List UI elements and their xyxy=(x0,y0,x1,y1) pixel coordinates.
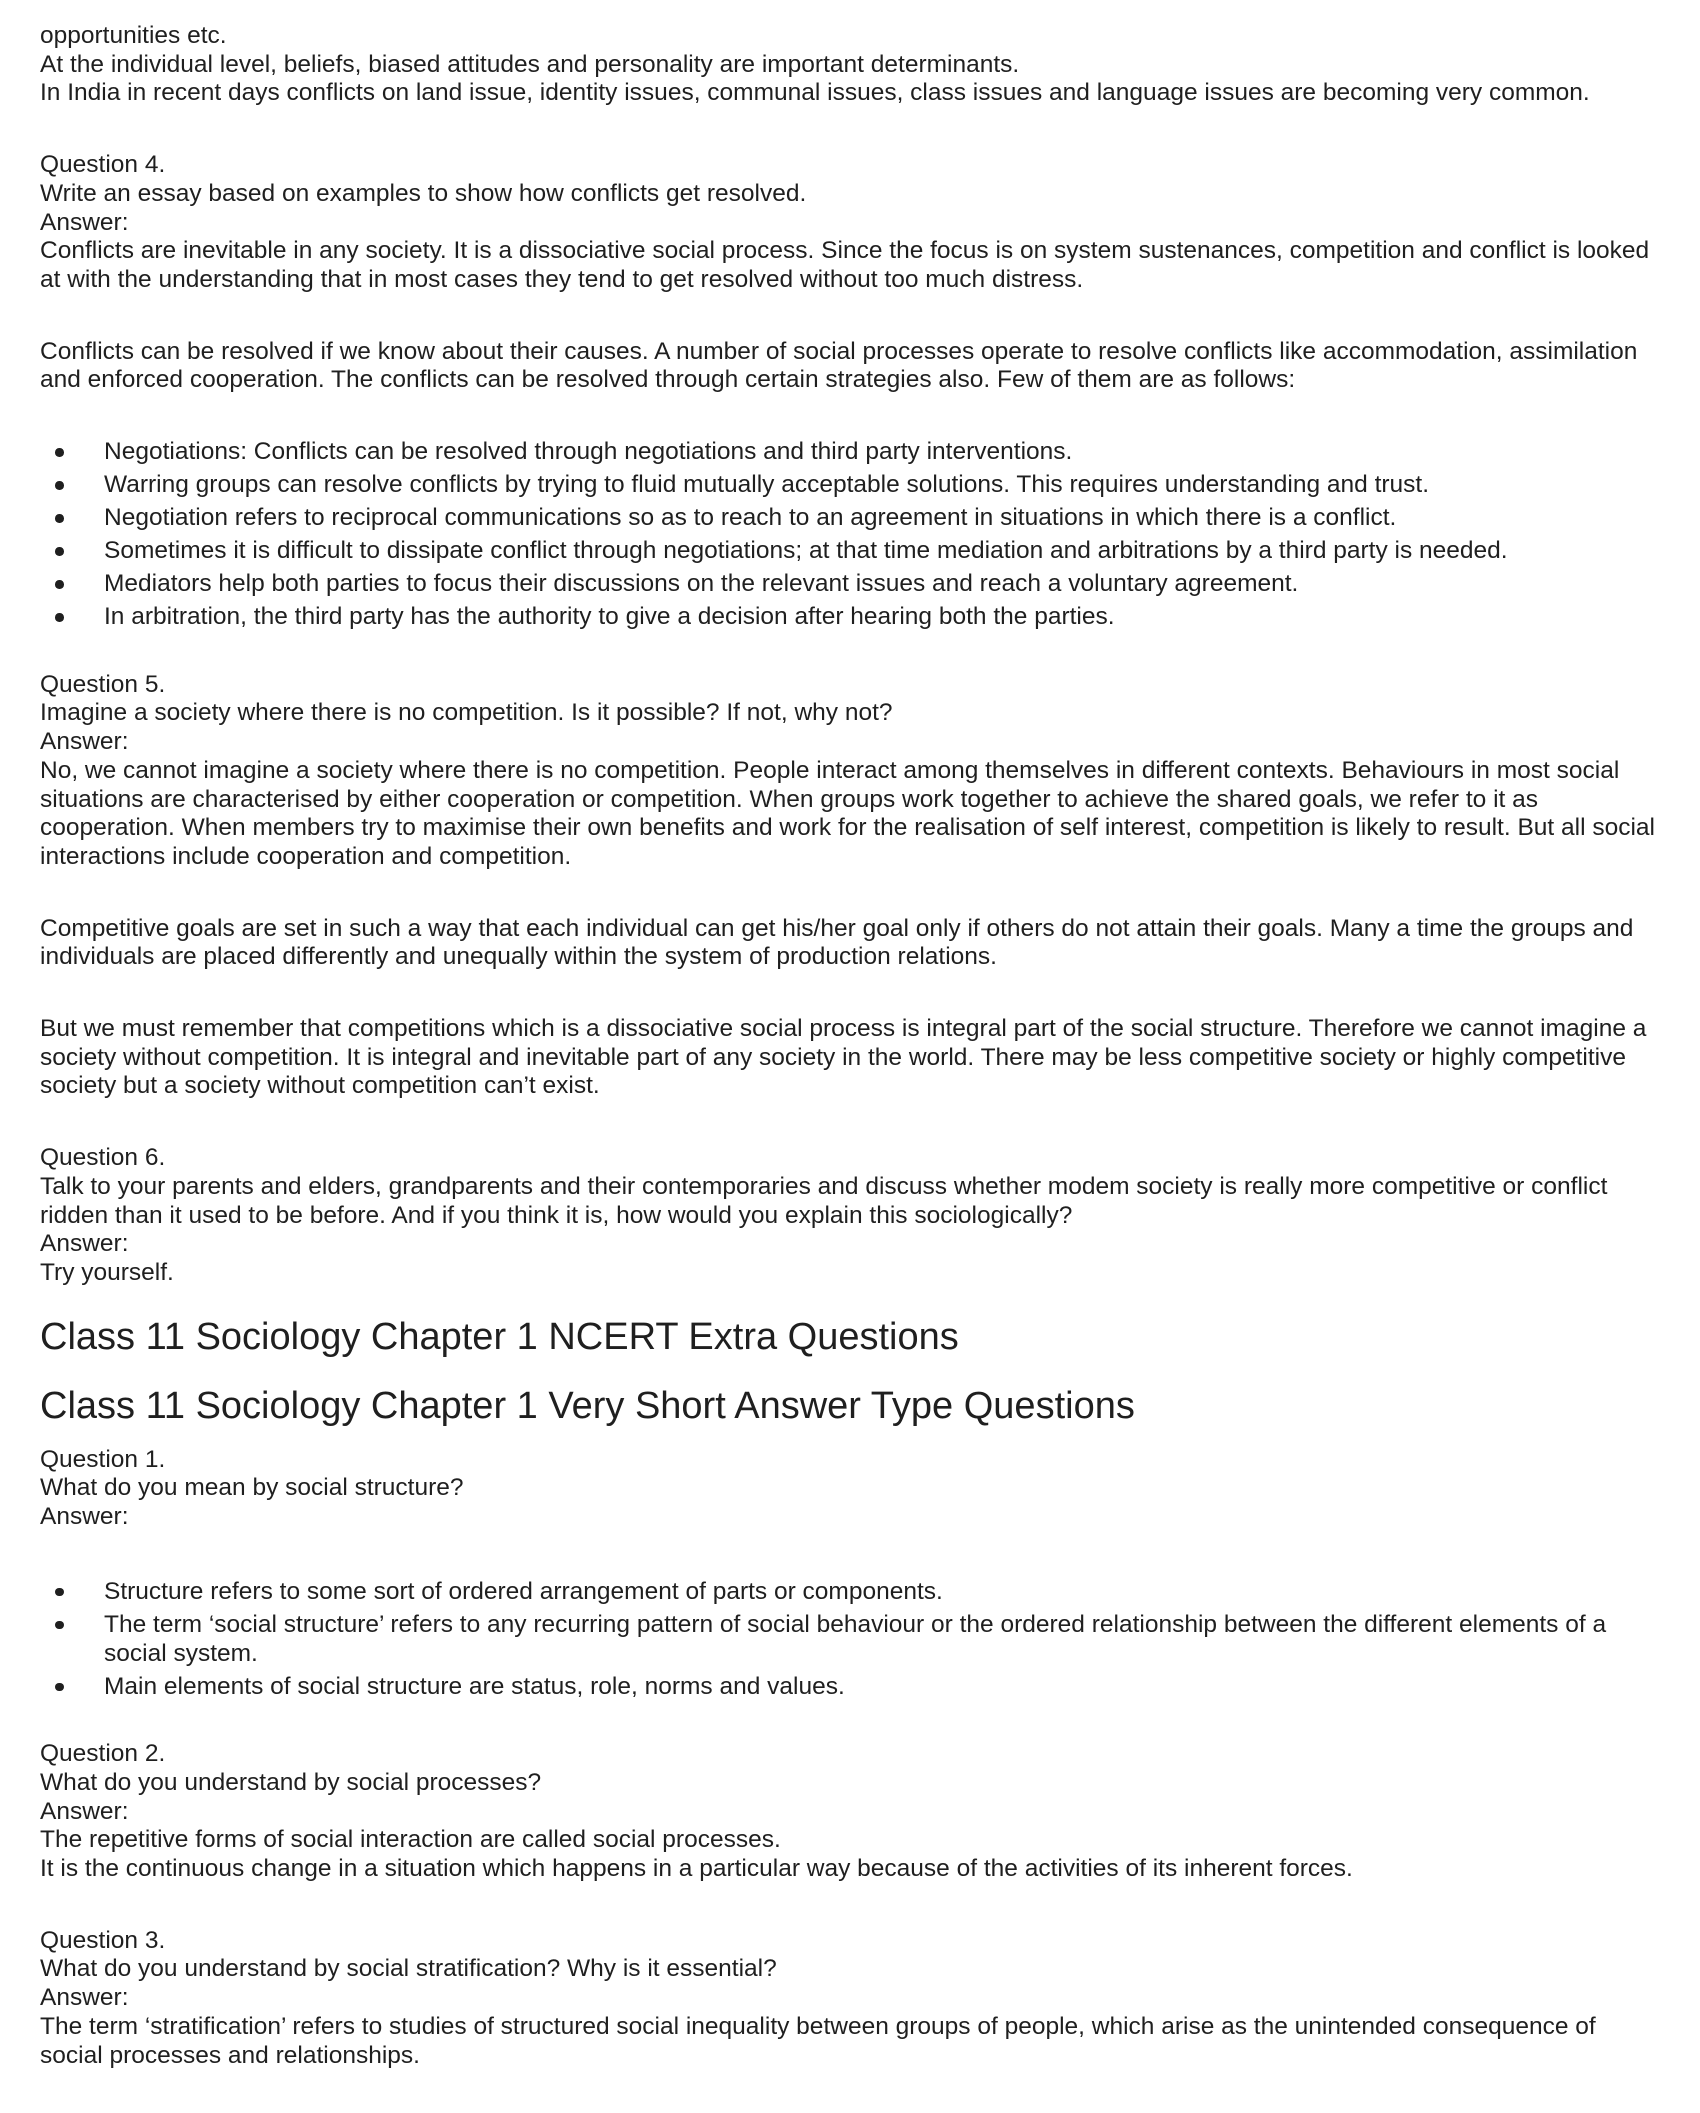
bullet-icon xyxy=(55,580,64,589)
question-text: Talk to your parents and elders, grandparents and their contemporaries and discuss whether modem society is really more competitive or conflict ridden than it used to be before. And if you think it is, how would you explain this sociologically? xyxy=(40,1172,1608,1229)
list-item-text: Sometimes it is difficult to dissipate conflict through negotiations; at that time mediation and arbitrations by a third party is needed. xyxy=(104,537,1508,565)
bullet-icon xyxy=(55,514,64,523)
q4-block xyxy=(40,151,1665,295)
answer-label: Answer: xyxy=(40,208,129,236)
list-item xyxy=(40,1578,1665,1607)
answer-paragraph: Conflicts can be resolved if we know about their causes. A number of social processes operate to resolve conflicts like accommodation, assimilation and enforced cooperation. The conflicts can be resolved through certain strategies also. Few of them are as follows: xyxy=(40,337,1638,394)
document-page xyxy=(40,22,1665,2113)
question-label: Question 3. xyxy=(40,1926,166,1954)
section-heading-very-short-answer: Class 11 Sociology Chapter 1 Very Short Answer Type Questions xyxy=(40,1384,1135,1427)
list-item-text: In arbitration, the third party has the authority to give a decision after hearing both the parties. xyxy=(104,603,1115,631)
list-item-text: Structure refers to some sort of ordered arrangement of parts or components. xyxy=(104,1577,943,1605)
list-item xyxy=(40,1673,1665,1702)
vsa-q1-answer-list xyxy=(40,1578,1665,1701)
list-item-text: Warring groups can resolve conflicts by trying to fluid mutually acceptable solutions. This requires understanding and trust. xyxy=(104,471,1430,499)
list-item-text: Mediators help both parties to focus their discussions on the relevant issues and reach a voluntary agreement. xyxy=(104,570,1299,598)
question-label: Question 6. xyxy=(40,1144,166,1172)
question-label: Question 1. xyxy=(40,1445,166,1473)
answer-text: Conflicts are inevitable in any society. It is a dissociative social process. Since the focus is on system sustenances, competition and conflict is looked at with the understanding that in most cases they tend to get resolved without too much distress. xyxy=(40,237,1650,293)
list-item-text: Main elements of social structure are status, role, norms and values. xyxy=(104,1672,845,1700)
answer-text: It is the continuous change in a situation which happens in a particular way because of the activities of its inherent forces. xyxy=(40,1855,1353,1883)
bullet-icon xyxy=(55,481,64,490)
q4-strategies-list xyxy=(40,438,1665,632)
list-item xyxy=(40,570,1665,599)
intro-line: At the individual level, beliefs, biased attitudes and personality are important determinants. xyxy=(40,50,1020,78)
answer-text: The repetitive forms of social interaction are called social processes. xyxy=(40,1826,781,1854)
q6-block xyxy=(40,1144,1665,1288)
question-label: Question 2. xyxy=(40,1740,166,1768)
answer-label: Answer: xyxy=(40,1797,129,1825)
list-item xyxy=(40,603,1665,632)
vsa-q3-block xyxy=(40,1927,1665,2071)
intro-paragraph xyxy=(40,22,1665,108)
intro-line: In India in recent days conflicts on land issue, identity issues, communal issues, class issues and language issues are becoming very common. xyxy=(40,79,1590,107)
answer-text: Try yourself. xyxy=(40,1258,174,1286)
vsa-q1-block xyxy=(40,1446,1665,1532)
section-heading-extra-questions: Class 11 Sociology Chapter 1 NCERT Extra Questions xyxy=(40,1315,959,1358)
q5-block xyxy=(40,671,1665,872)
intro-line: opportunities etc. xyxy=(40,22,227,49)
bullet-icon xyxy=(55,1683,64,1692)
answer-label: Answer: xyxy=(40,1230,129,1258)
list-item xyxy=(40,1611,1665,1668)
answer-text: The term ‘stratification’ refers to studies of structured social inequality between groups of people, which arise as the unintended consequence of social processes and relationships. xyxy=(40,2012,1596,2069)
bullet-icon xyxy=(55,448,64,457)
answer-paragraph: But we must remember that competitions which is a dissociative social process is integral part of the social structure. Therefore we cannot imagine a society without competition. It is integral and inevitable part of any society in the world. There may be less competitive society or highly competitive society but a society without competition can’t exist. xyxy=(40,1015,1647,1100)
question-text: What do you understand by social stratification? Why is it essential? xyxy=(40,1955,777,1983)
question-text: What do you understand by social processes? xyxy=(40,1768,542,1796)
vsa-q2-block xyxy=(40,1740,1665,1884)
bullet-icon xyxy=(55,547,64,556)
answer-text: No, we cannot imagine a society where there is no competition. People interact among themselves in different contexts. Behaviours in most social situations are characterised by either cooperation or competition. When groups work together to achieve the shared goals, we refer to it as cooperation. When members try to maximise their own benefits and work for the realisation of self interest, competition is likely to result. But all social interactions include cooperation and competition. xyxy=(40,756,1655,870)
answer-label: Answer: xyxy=(40,728,129,756)
list-item xyxy=(40,504,1665,533)
question-label: Question 4. xyxy=(40,151,166,179)
answer-label: Answer: xyxy=(40,1503,129,1531)
answer-label: Answer: xyxy=(40,1984,129,2012)
question-text: Write an essay based on examples to show how conflicts get resolved. xyxy=(40,179,807,207)
list-item-text: Negotiation refers to reciprocal communications so as to reach to an agreement in situations in which there is a conflict. xyxy=(104,504,1397,532)
bullet-icon xyxy=(55,1588,64,1597)
list-item xyxy=(40,438,1665,467)
list-item xyxy=(40,537,1665,566)
question-text: What do you mean by social structure? xyxy=(40,1474,464,1502)
answer-paragraph: Competitive goals are set in such a way that each individual can get his/her goal only if others do not attain their goals. Many a time the groups and individuals are placed differently and unequally within the system of production relations. xyxy=(40,914,1634,971)
bullet-icon xyxy=(55,1621,64,1630)
question-label: Question 5. xyxy=(40,670,166,698)
question-text: Imagine a society where there is no competition. Is it possible? If not, why not? xyxy=(40,699,893,727)
list-item-text: The term ‘social structure’ refers to any recurring pattern of social behaviour or the ordered relationship between the different elements of a social system. xyxy=(104,1610,1607,1667)
list-item-text: Negotiations: Conflicts can be resolved through negotiations and third party interventions. xyxy=(104,438,1073,466)
list-item xyxy=(40,471,1665,500)
bullet-icon xyxy=(55,613,64,622)
